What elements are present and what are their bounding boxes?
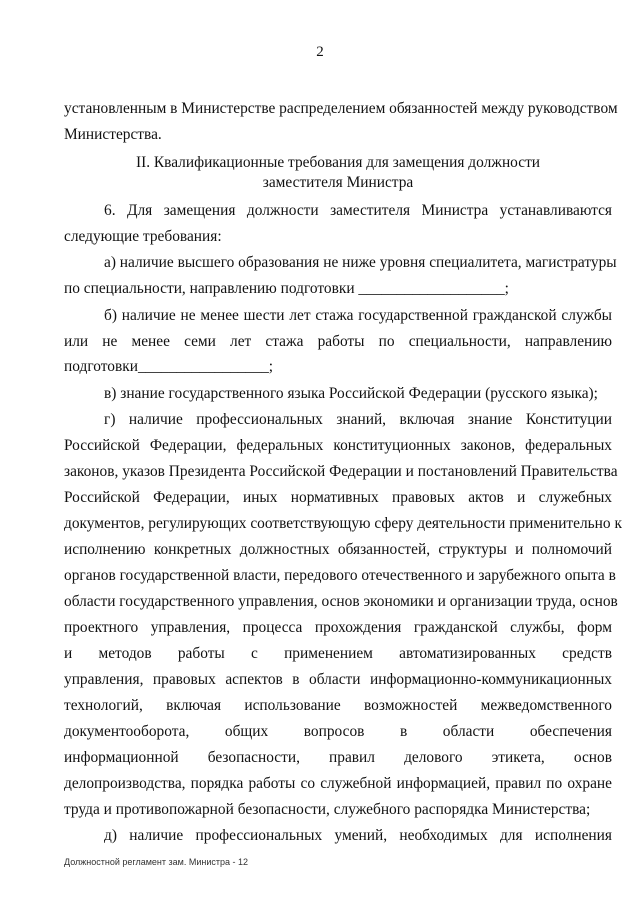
body-line: Российской Федерации, иных нормативных правовых актов и служебных: [64, 489, 612, 506]
body-line: а) наличие высшего образования не ниже уровня специалитета, магистратуры: [104, 254, 617, 271]
body-line: области государственного управления, основ экономики и организации труда, основ: [64, 593, 618, 610]
body-line: органов государственной власти, передового отечественного и зарубежного опыта в: [64, 567, 616, 584]
body-line: проектного управления, процесса прохождения гражданской службы, форм: [64, 619, 612, 636]
body-line: д) наличие профессиональных умений, необходимых для исполнения: [104, 827, 612, 844]
body-line: управления, правовых аспектов в области информационно-коммуникационных: [64, 671, 612, 688]
body-line: законов, указов Президента Российской Федерации и постановлений Правительства: [64, 463, 618, 480]
body-line: делопроизводства, порядка работы со служебной информацией, правил по охране: [64, 775, 612, 792]
body-line: Министерства.: [64, 126, 162, 143]
body-line: подготовки_________________;: [64, 358, 274, 375]
page-number: 2: [316, 44, 324, 60]
body-line: установленным в Министерстве распределением обязанностей между руководством: [64, 100, 618, 117]
body-line: и методов работы с применением автоматизированных средств: [64, 645, 612, 662]
section-heading: II. Квалификационные требования для замещения должности: [135, 154, 541, 171]
body-line: в) знание государственного языка Российской Федерации (русского языка);: [104, 385, 598, 402]
body-line: труда и противопожарной безопасности, служебного распорядка Министерства;: [64, 801, 591, 818]
body-line: информационной безопасности, правил делового этикета, основ: [64, 749, 612, 766]
body-line: документов, регулирующих соответствующую сферу деятельности применительно к: [64, 515, 622, 532]
body-line: Российской Федерации, федеральных конституционных законов, федеральных: [64, 437, 612, 454]
body-line: по специальности, направлению подготовки ___________________;: [64, 280, 509, 297]
body-line: технологий, включая использование возможностей межведомственного: [64, 697, 612, 714]
body-line: 6. Для замещения должности заместителя Министра устанавливаются: [104, 202, 612, 219]
section-heading: заместителя Министра: [262, 174, 414, 191]
body-line: исполнению конкретных должностных обязанностей, структуры и полномочий: [64, 541, 612, 558]
body-line: или не менее семи лет стажа работы по специальности, направлению: [64, 333, 612, 350]
footer-note: Должностной регламент зам. Министра - 12: [64, 857, 248, 867]
body-line: б) наличие не менее шести лет стажа государственной гражданской службы: [104, 307, 612, 324]
body-line: документооборота, общих вопросов в области обеспечения: [64, 723, 612, 740]
body-line: следующие требования:: [64, 228, 222, 245]
body-line: г) наличие профессиональных знаний, включая знание Конституции: [104, 411, 612, 428]
